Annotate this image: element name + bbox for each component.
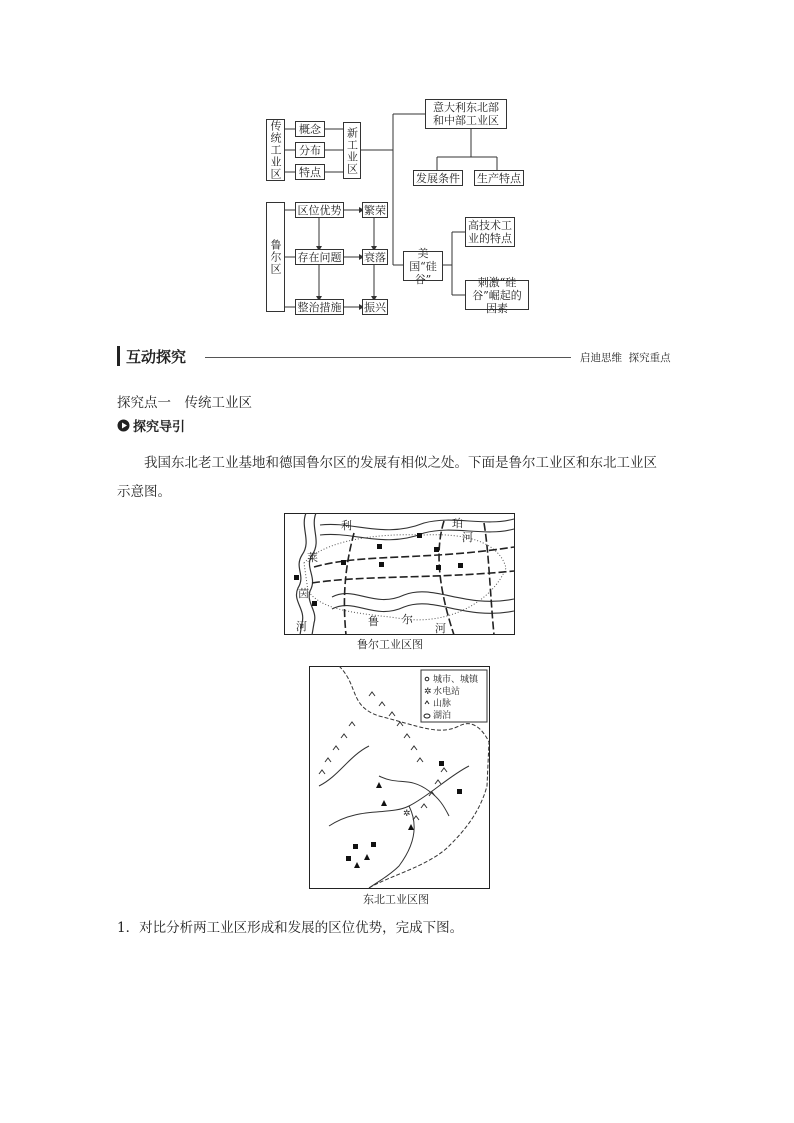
ruhr-map-caption: 鲁尔工业区图 — [357, 638, 423, 651]
diagram-connectors — [0, 0, 794, 330]
prosperity-box: 繁荣 — [364, 203, 386, 217]
northeast-map-caption: 东北工业区图 — [363, 893, 429, 906]
map-label-po: 珀 — [452, 517, 463, 530]
features-box: 特点 — [295, 164, 325, 180]
map-label-yin: 茵 — [298, 587, 309, 600]
guide-label: 探究导引 — [133, 420, 186, 435]
map-label-er: 尔 — [402, 613, 413, 626]
legend-city: 城市、城镇 — [433, 675, 479, 685]
ruhr-map-figure — [284, 513, 515, 635]
ruhr-box: 鲁尔区 — [266, 202, 285, 312]
problems-box: 存在问题 — [295, 249, 344, 265]
ruhr-map — [284, 513, 515, 639]
distribution-box: 分布 — [295, 142, 325, 158]
hightech-features-box: 高技术工业的特点 — [465, 217, 515, 247]
measures-box: 整治措施 — [295, 299, 344, 315]
new-region-box: 新工业区 — [343, 122, 361, 179]
guide-heading — [117, 416, 185, 435]
section-bar — [117, 346, 120, 366]
legend-mountain: 山脉 — [433, 699, 452, 709]
concept-box: 概念 — [295, 121, 325, 137]
stimulus-factors-box: 刺激“硅谷”崛起的因素 — [465, 280, 529, 310]
section-rule — [205, 357, 571, 358]
us-valley-box: 美国“硅谷” — [403, 251, 443, 281]
play-circle-icon — [117, 419, 130, 432]
traditional-region-box: 传统工业区 — [266, 119, 285, 181]
point-title: 探究点一 传统工业区 — [117, 395, 252, 411]
revival-box: 振兴 — [364, 300, 386, 314]
location-advantage-box: 区位优势 — [295, 202, 344, 218]
legend-lake: 湖泊 — [433, 711, 452, 721]
production-features-box: 生产特点 — [474, 170, 524, 186]
section-subtitle: 启迪思维 探究重点 — [580, 352, 671, 364]
northeast-map-figure — [309, 666, 490, 889]
map-label-he1: 河 — [462, 531, 473, 544]
decline-box: 衰落 — [364, 250, 386, 264]
map-label-li: 利 — [341, 519, 352, 532]
paragraph-line-1: 我国东北老工业基地和德国鲁尔区的发展有相似之处。下面是鲁尔工业区和东北工业区 — [144, 455, 657, 471]
map-label-lu: 鲁 — [368, 615, 379, 628]
legend-hydro: 水电站 — [433, 687, 461, 697]
question-1: 1．对比分析两工业区形成和发展的区位优势，完成下图。 — [117, 920, 464, 936]
section-title: 互动探究 — [126, 348, 187, 366]
dev-conditions-box: 发展条件 — [413, 170, 463, 186]
northeast-map — [309, 666, 490, 893]
map-label-lai: 莱 — [307, 551, 318, 564]
hydro-station-icon: ✲ — [403, 809, 411, 819]
map-label-he3: 河 — [435, 622, 446, 635]
map-label-he2: 河 — [296, 620, 307, 633]
paragraph-line-2: 示意图。 — [117, 484, 171, 500]
italy-box: 意大利东北部和中部工业区 — [425, 99, 507, 129]
hydro-icon: ✲ — [424, 687, 432, 697]
